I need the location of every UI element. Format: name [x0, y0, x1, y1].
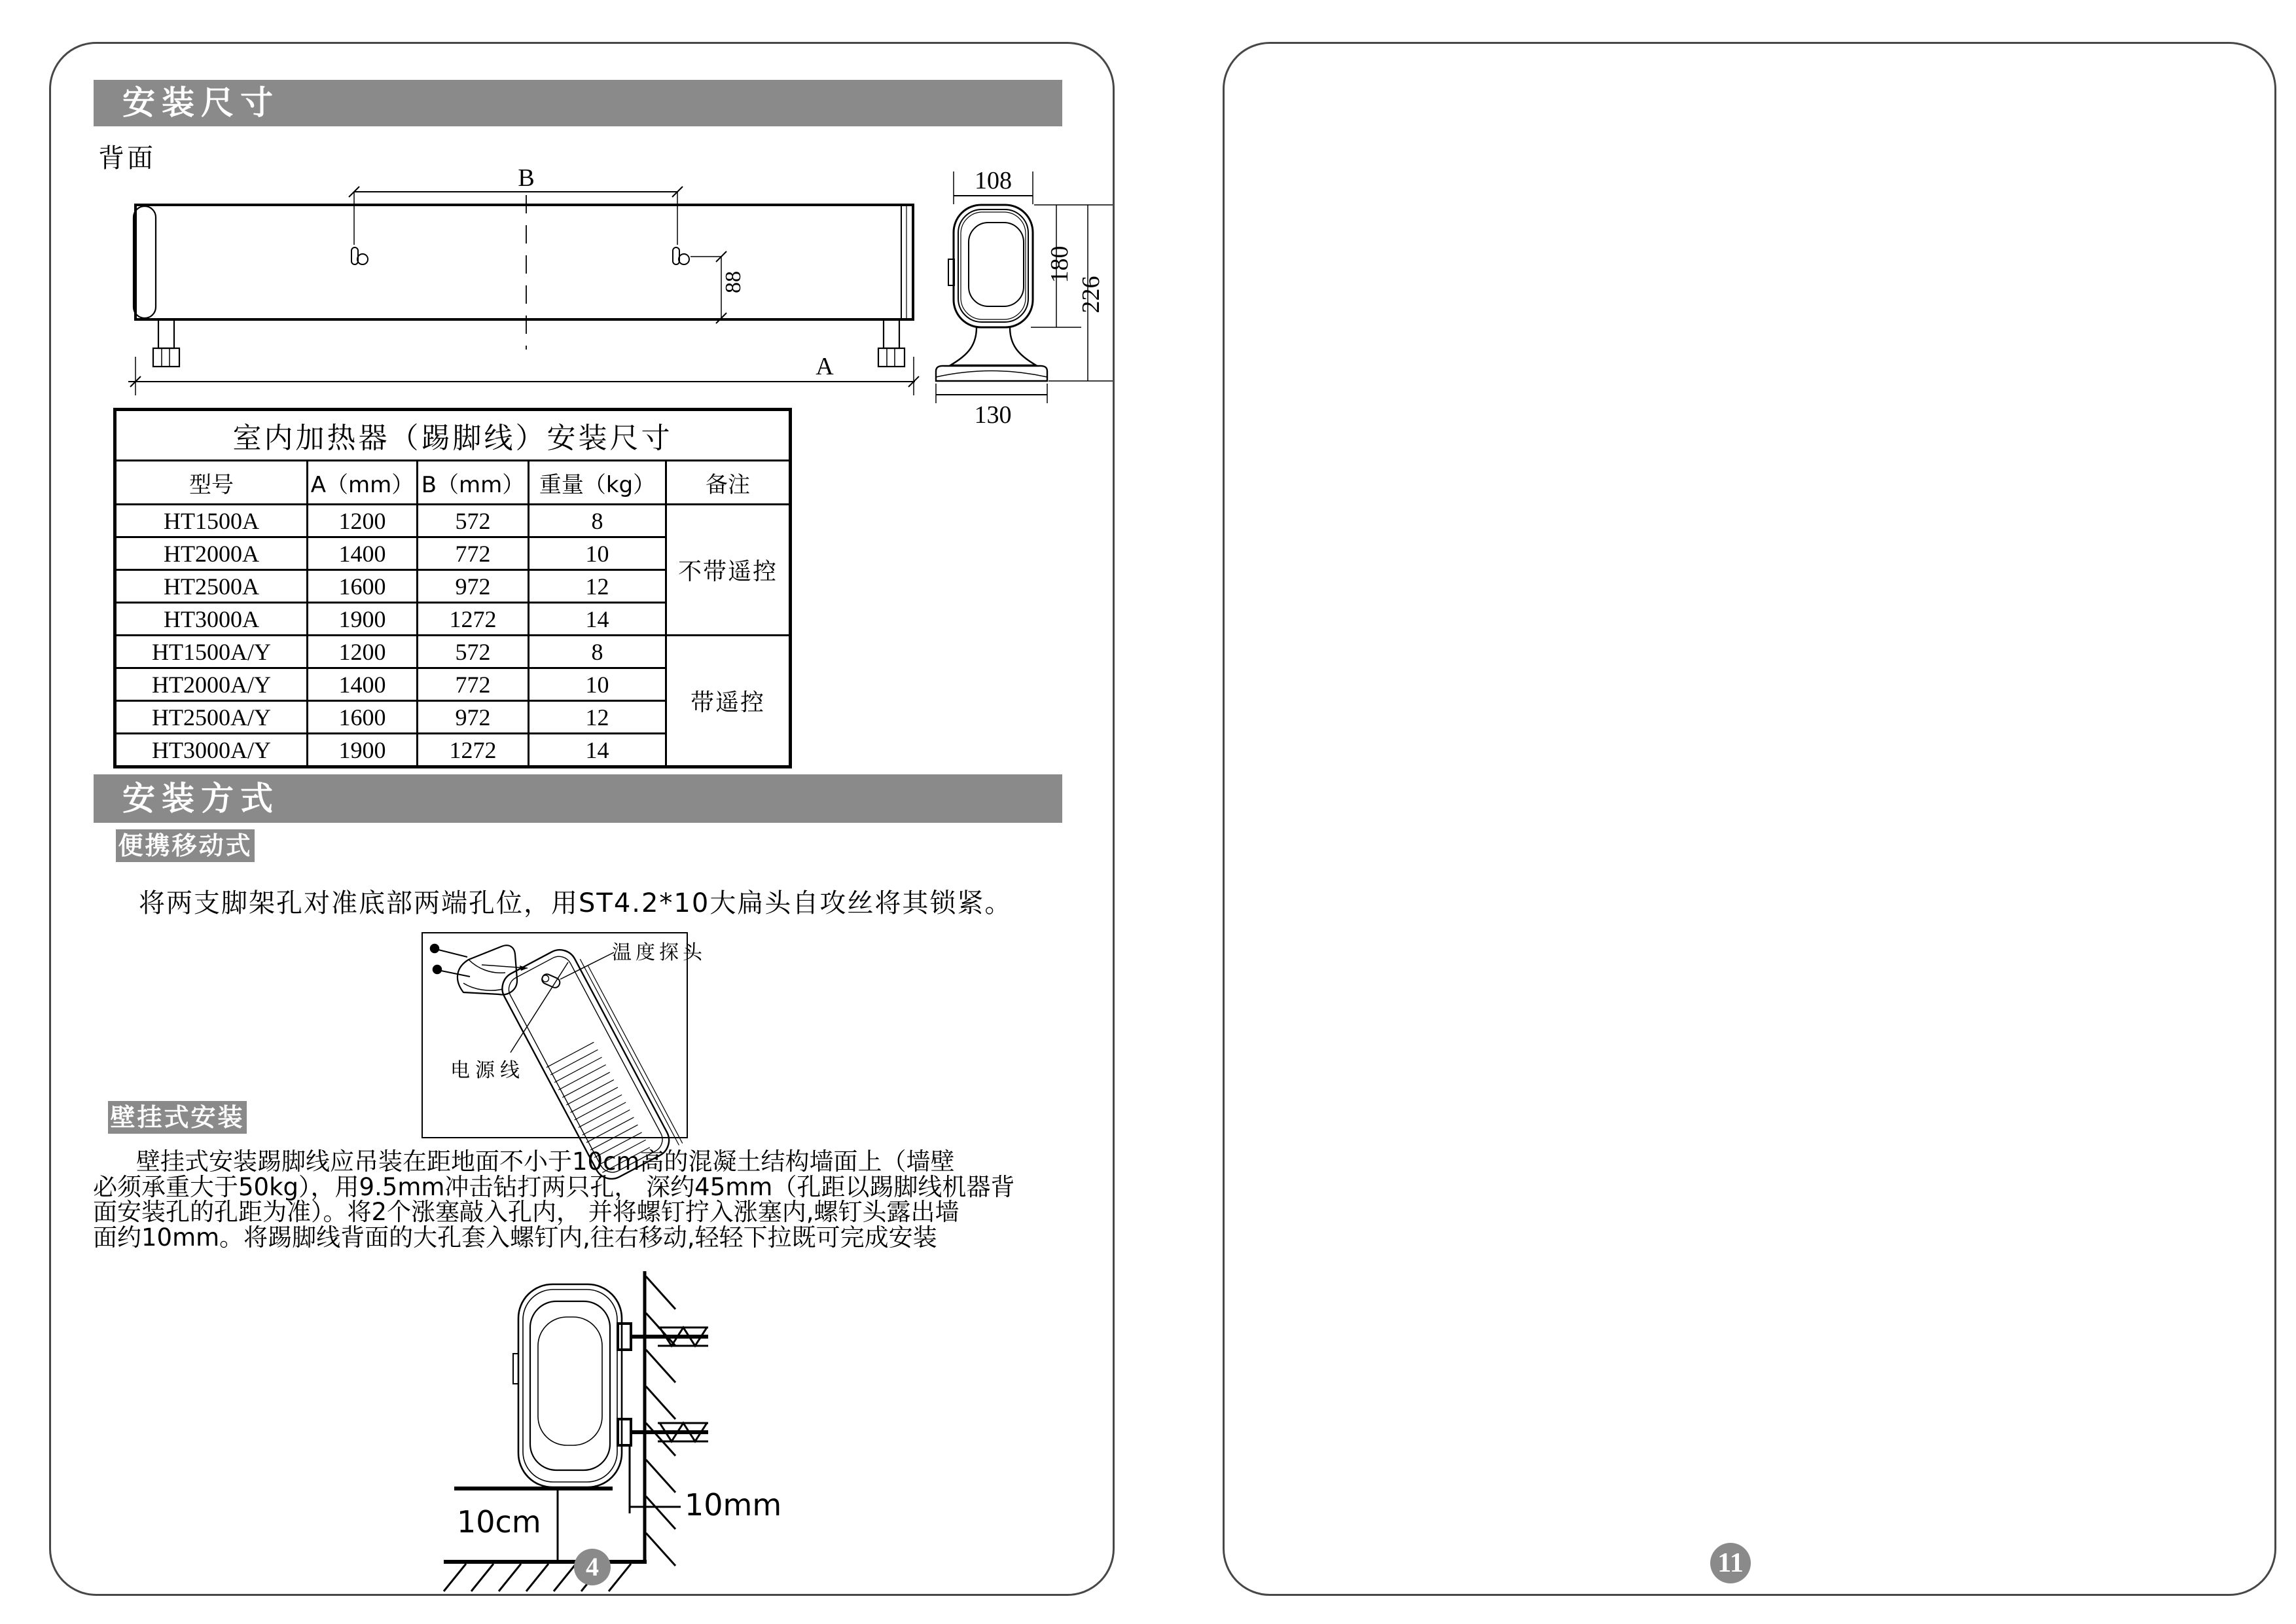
page-number-left: 4	[574, 1549, 611, 1585]
cell-model: HT1500A	[115, 505, 308, 537]
cell-model: HT1500A/Y	[115, 636, 308, 668]
cell-model: HT2000A	[115, 537, 308, 570]
label-10mm: 10mm	[685, 1487, 782, 1523]
col-header-a: A（mm）	[308, 461, 418, 505]
page-number-right: 11	[1710, 1543, 1751, 1583]
cell-b: 1272	[418, 603, 529, 636]
cell-a: 1200	[308, 505, 418, 537]
badge-portable-mode: 便携移动式	[116, 829, 255, 862]
col-header-b: B（mm）	[418, 461, 529, 505]
cell-b: 572	[418, 505, 529, 537]
cell-b: 972	[418, 701, 529, 734]
cell-a: 1400	[308, 537, 418, 570]
cell-b: 572	[418, 636, 529, 668]
dim-label-B: B	[518, 164, 535, 192]
dim-label-88: 88	[721, 271, 745, 293]
table-row	[115, 636, 791, 668]
cell-kg: 8	[529, 505, 666, 537]
remark-remote: 带遥控	[666, 636, 791, 767]
cell-b: 972	[418, 570, 529, 603]
remark-no-remote: 不带遥控	[666, 505, 791, 636]
section-header-install-methods: 安装方式	[94, 774, 1062, 823]
paragraph-line: 必须承重大于50kg），用9.5mm冲击钻打两只孔， 深约45mm（孔距以踢脚线机器背	[93, 1172, 1015, 1201]
cell-kg: 14	[529, 734, 666, 767]
paragraph-line: 壁挂式安装踢脚线应吊装在距地面不小于10cm高的混凝土结构墙面上（墙壁	[136, 1147, 955, 1176]
dim-label-130: 130	[974, 401, 1012, 429]
installation-dimensions-table	[113, 408, 792, 768]
dim-label-108: 108	[975, 167, 1012, 194]
cell-b: 772	[418, 668, 529, 701]
paragraph-line: 面安装孔的孔距为准）。将2个涨塞敲入孔内， 并将螺钉拧入涨塞内,螺钉头露出墙	[93, 1198, 960, 1227]
cell-kg: 8	[529, 636, 666, 668]
table-header-row	[115, 461, 791, 505]
col-header-model: 型号	[115, 461, 308, 505]
cell-model: HT3000A/Y	[115, 734, 308, 767]
table-title: 室内加热器（踢脚线）安装尺寸	[115, 410, 791, 461]
cell-kg: 10	[529, 668, 666, 701]
cell-a: 1600	[308, 701, 418, 734]
cell-a: 1200	[308, 636, 418, 668]
label-temperature-probe: 温度探头	[612, 941, 706, 964]
label-power-cord: 电源线	[450, 1059, 525, 1082]
cell-model: HT3000A	[115, 603, 308, 636]
section-header-install-dimensions: 安装尺寸	[94, 80, 1062, 126]
cell-model: HT2000A/Y	[115, 668, 308, 701]
cell-model: HT2500A/Y	[115, 701, 308, 734]
col-header-remark: 备注	[666, 461, 791, 505]
cell-kg: 12	[529, 701, 666, 734]
cell-b: 1272	[418, 734, 529, 767]
dim-label-A: A	[816, 353, 834, 380]
dim-label-180: 180	[1046, 245, 1073, 283]
cell-kg: 14	[529, 603, 666, 636]
paragraph-line: 面约10mm。将踢脚线背面的大孔套入螺钉内,往右移动,轻轻下拉既可完成安装	[93, 1223, 937, 1252]
cell-a: 1900	[308, 603, 418, 636]
cell-model: HT2500A	[115, 570, 308, 603]
badge-wall-mount: 壁挂式安装	[108, 1101, 247, 1134]
col-header-weight: 重量（kg）	[529, 461, 666, 505]
cell-b: 772	[418, 537, 529, 570]
back-view-label: 背面	[98, 143, 156, 173]
cell-kg: 10	[529, 537, 666, 570]
table-row	[115, 505, 791, 537]
cell-a: 1600	[308, 570, 418, 603]
portable-instruction-text: 将两支脚架孔对准底部两端孔位，用ST4.2*10大扁头自攻丝将其锁紧。	[139, 888, 1013, 918]
dim-label-226: 226	[1077, 276, 1105, 314]
cell-a: 1400	[308, 668, 418, 701]
cell-kg: 12	[529, 570, 666, 603]
wall-mount-paragraph	[93, 1149, 1065, 1250]
label-10cm: 10cm	[457, 1504, 541, 1540]
cell-a: 1900	[308, 734, 418, 767]
